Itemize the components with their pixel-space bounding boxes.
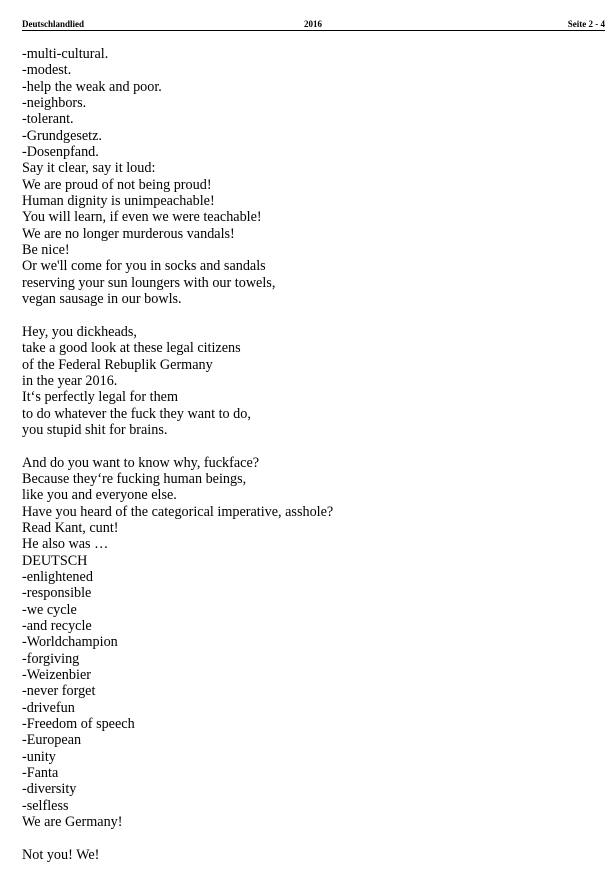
text-line: It‘s perfectly legal for them (22, 389, 178, 406)
text-line: We are Germany! (22, 814, 123, 831)
text-line: -diversity (22, 781, 77, 798)
header-document-title: Deutschlandlied (22, 19, 85, 29)
text-line: Not you! We! (22, 846, 100, 863)
text-line: Say it clear, say it loud: (22, 160, 156, 177)
text-line: Be nice! (22, 242, 70, 259)
text-line: -forgiving (22, 650, 80, 667)
text-line: -Dosenpfand. (22, 144, 99, 161)
text-line: Have you heard of the categorical imperative, asshole? (22, 503, 334, 520)
text-line: -Freedom of speech (22, 716, 135, 733)
text-line: -selfless (22, 797, 69, 814)
header-year: 2016 (304, 19, 322, 29)
text-line: Human dignity is unimpeachable! (22, 193, 215, 210)
text-line: -multi-cultural. (22, 46, 109, 62)
text-line: -responsible (22, 585, 92, 602)
text-line: -neighbors. (22, 95, 87, 112)
text-line: Because they‘re fucking human beings, (22, 470, 247, 487)
text-line: We are no longer murderous vandals! (22, 225, 235, 242)
header-page-number: Seite 2 - 4 (567, 19, 605, 29)
text-line: He also was … (22, 536, 109, 553)
text-line: -we cycle (22, 601, 77, 618)
text-line: -never forget (22, 683, 96, 700)
text-line: -Fanta (22, 765, 59, 782)
page-header (22, 18, 605, 31)
text-line: -Weizenbier (22, 667, 91, 684)
text-line: you stupid shit for brains. (22, 421, 168, 438)
text-line: DEUTSCH (22, 552, 88, 569)
text-line: like you and everyone else. (22, 487, 177, 504)
text-line: Or we'll come for you in socks and sandals (22, 258, 266, 275)
text-line: -and recycle (22, 618, 92, 635)
text-line: -Worldchampion (22, 634, 118, 651)
text-line (22, 308, 602, 324)
text-line: -tolerant. (22, 111, 74, 128)
text-line: vegan sausage in our bowls. (22, 291, 182, 308)
text-line (22, 438, 602, 454)
text-line: of the Federal Rebuplik Germany (22, 356, 213, 373)
text-line: in the year 2016. (22, 372, 118, 389)
text-line: reserving your sun loungers with our towels, (22, 274, 276, 291)
text-line: -European (22, 732, 82, 749)
text-line: -unity (22, 748, 56, 765)
text-line: -help the weak and poor. (22, 78, 162, 95)
text-line: to do whatever the fuck they want to do, (22, 405, 251, 422)
text-line: Read Kant, cunt! (22, 519, 119, 536)
text-line: Hey, you dickheads, (22, 323, 137, 340)
text-line: And do you want to know why, fuckface? (22, 454, 260, 471)
text-line: -modest. (22, 62, 72, 79)
text-line: -drivefun (22, 699, 75, 716)
text-line: take a good look at these legal citizens (22, 340, 241, 357)
text-line: We are proud of not being proud! (22, 176, 212, 193)
text-line: -enlightened (22, 569, 93, 585)
text-line: You will learn, if even we were teachable! (22, 209, 262, 226)
text-line: -Grundgesetz. (22, 127, 102, 144)
lyrics-body (22, 46, 602, 863)
text-line (22, 831, 602, 847)
